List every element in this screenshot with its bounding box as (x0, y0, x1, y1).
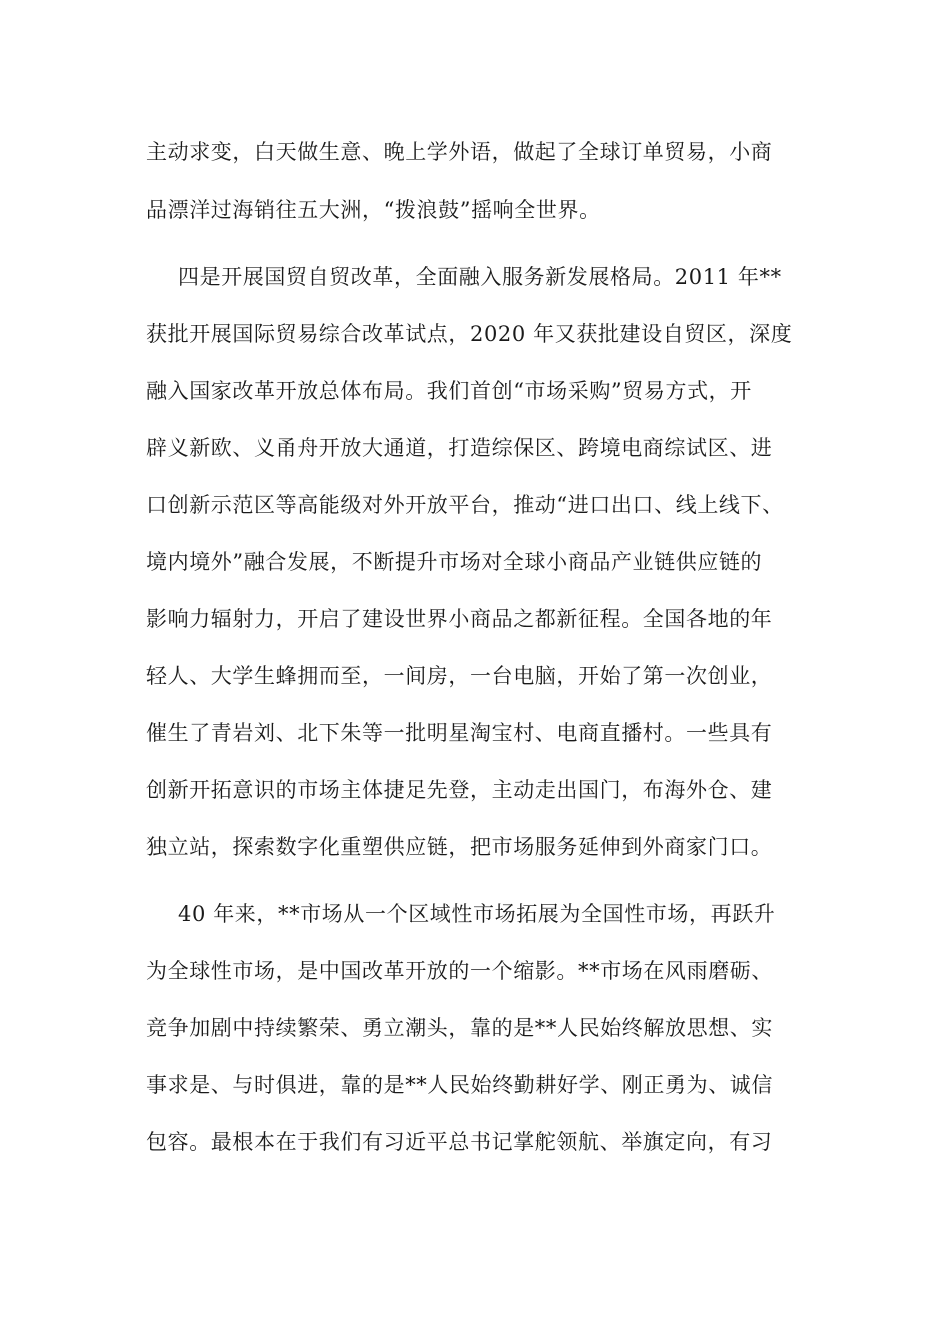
text-line: 境内境外”融合发展，不断提升市场对全球小商品产业链供应链的 (146, 550, 763, 574)
text-line: 催生了青岩刘、北下朱等一批明星淘宝村、电商直播村。一些具有 (146, 721, 773, 745)
text-line: 竞争加剧中持续繁荣、勇立潮头，靠的是**人民始终解放思想、实 (146, 1016, 773, 1040)
text-line: 品漂洋过海销往五大洲，“拨浪鼓”摇响全世界。 (146, 198, 601, 222)
text-line: 事求是、与时俱进，靠的是**人民始终勤耕好学、刚正勇为、诚信 (146, 1073, 773, 1097)
text-line: 四是开展国贸自贸改革，全面融入服务新发展格局。2011 年** (178, 265, 782, 289)
text-line: 40 年来，**市场从一个区域性市场拓展为全国性市场，再跃升 (178, 902, 776, 926)
text-line: 影响力辐射力，开启了建设世界小商品之都新征程。全国各地的年 (146, 607, 773, 631)
text-line: 融入国家改革开放总体布局。我们首创“市场采购”贸易方式，开 (146, 379, 752, 403)
text-line: 获批开展国际贸易综合改革试点，2020 年又获批建设自贸区，深度 (146, 322, 793, 346)
text-line: 主动求变，白天做生意、晚上学外语，做起了全球订单贸易，小商 (146, 140, 773, 164)
text-line: 口创新示范区等高能级对外开放平台，推动“进口出口、线上线下、 (146, 493, 784, 517)
text-line: 轻人、大学生蜂拥而至，一间房，一台电脑，开始了第一次创业， (146, 664, 773, 688)
text-line: 为全球性市场，是中国改革开放的一个缩影。**市场在风雨磨砺、 (146, 959, 773, 983)
text-line: 创新开拓意识的市场主体捷足先登，主动走出国门，布海外仓、建 (146, 778, 773, 802)
text-line: 辟义新欧、义甬舟开放大通道，打造综保区、跨境电商综试区、进 (146, 436, 773, 460)
text-line: 独立站，探索数字化重塑供应链，把市场服务延伸到外商家门口。 (146, 835, 773, 859)
text-line: 包容。最根本在于我们有习近平总书记掌舵领航、举旗定向，有习 (146, 1130, 773, 1154)
